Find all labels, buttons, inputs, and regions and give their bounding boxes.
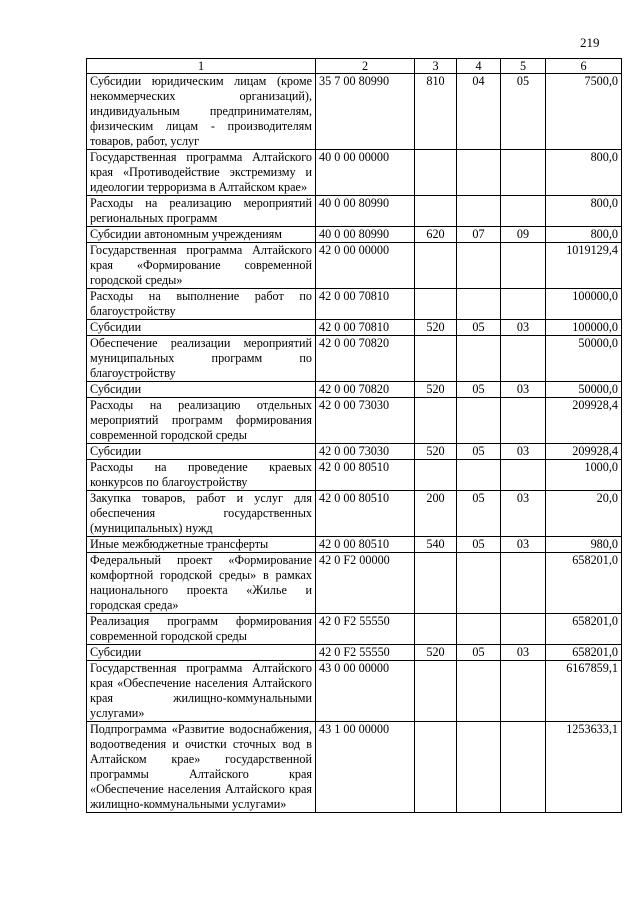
row-code-cell: 42 0 00 70820 bbox=[316, 382, 415, 398]
row-vr-cell: 620 bbox=[415, 227, 457, 243]
row-pr-cell: 03 bbox=[501, 382, 546, 398]
row-sum-cell: 658201,0 bbox=[546, 553, 622, 614]
row-vr-cell: 200 bbox=[415, 491, 457, 537]
row-name-cell: Субсидии bbox=[87, 320, 316, 336]
row-name-cell: Федеральный проект «Формирование комфортной городской среды» в рамках национального проекта «Жилье и городская среда» bbox=[87, 553, 316, 614]
row-pr-cell bbox=[501, 614, 546, 645]
row-rz-cell: 05 bbox=[457, 382, 501, 398]
row-sum-cell: 1019129,4 bbox=[546, 243, 622, 289]
row-code-cell: 42 0 00 73030 bbox=[316, 398, 415, 444]
row-rz-cell: 04 bbox=[457, 74, 501, 150]
row-name-cell: Расходы на выполнение работ по благоустройству bbox=[87, 289, 316, 320]
table-row bbox=[87, 645, 622, 661]
row-code-cell: 40 0 00 80990 bbox=[316, 227, 415, 243]
row-rz-cell: 05 bbox=[457, 645, 501, 661]
row-name-cell: Субсидии юридическим лицам (кроме некоммерческих организаций), индивидуальным предпринимателям, физическим лицам - производителям товаров, работ, услуг bbox=[87, 74, 316, 150]
row-pr-cell bbox=[501, 336, 546, 382]
row-name-cell: Субсидии bbox=[87, 382, 316, 398]
table-row bbox=[87, 444, 622, 460]
row-name-cell: Субсидии bbox=[87, 645, 316, 661]
row-vr-cell bbox=[415, 243, 457, 289]
row-sum-cell: 50000,0 bbox=[546, 382, 622, 398]
row-name-cell: Государственная программа Алтайского края «Обеспечение населения Алтайского края жилищно-коммунальными услугами» bbox=[87, 661, 316, 722]
table-row bbox=[87, 336, 622, 382]
table-row bbox=[87, 289, 622, 320]
page-number: 219 bbox=[580, 35, 600, 50]
row-pr-cell: 03 bbox=[501, 320, 546, 336]
row-name-cell: Закупка товаров, работ и услуг для обеспечения государственных (муниципальных) нужд bbox=[87, 491, 316, 537]
table-row bbox=[87, 491, 622, 537]
row-code-cell: 43 1 00 00000 bbox=[316, 722, 415, 813]
table-header bbox=[87, 59, 622, 74]
column-header-6: 6 bbox=[546, 59, 622, 74]
row-pr-cell bbox=[501, 722, 546, 813]
row-rz-cell bbox=[457, 243, 501, 289]
row-pr-cell bbox=[501, 243, 546, 289]
table-row bbox=[87, 382, 622, 398]
table-row bbox=[87, 196, 622, 227]
row-name-cell: Субсидии автономным учреждениям bbox=[87, 227, 316, 243]
row-pr-cell: 03 bbox=[501, 537, 546, 553]
row-vr-cell bbox=[415, 196, 457, 227]
row-pr-cell: 03 bbox=[501, 491, 546, 537]
row-sum-cell: 800,0 bbox=[546, 227, 622, 243]
row-sum-cell: 6167859,1 bbox=[546, 661, 622, 722]
row-rz-cell bbox=[457, 460, 501, 491]
row-sum-cell: 658201,0 bbox=[546, 614, 622, 645]
row-vr-cell bbox=[415, 398, 457, 444]
table-row bbox=[87, 661, 622, 722]
row-pr-cell: 09 bbox=[501, 227, 546, 243]
row-sum-cell: 800,0 bbox=[546, 196, 622, 227]
table-row bbox=[87, 150, 622, 196]
row-vr-cell bbox=[415, 336, 457, 382]
row-code-cell: 42 0 F2 55550 bbox=[316, 645, 415, 661]
row-rz-cell: 05 bbox=[457, 320, 501, 336]
row-vr-cell bbox=[415, 614, 457, 645]
row-rz-cell: 05 bbox=[457, 537, 501, 553]
row-sum-cell: 980,0 bbox=[546, 537, 622, 553]
table-row bbox=[87, 553, 622, 614]
row-code-cell: 42 0 00 00000 bbox=[316, 243, 415, 289]
row-name-cell: Подпрограмма «Развитие водоснабжения, водоотведения и очистки сточных вод в Алтайском крае» государственной программы Алтайского края «Обеспечение населения Алтайского края жилищно-коммунальными услугами» bbox=[87, 722, 316, 813]
row-pr-cell bbox=[501, 553, 546, 614]
row-rz-cell bbox=[457, 553, 501, 614]
row-code-cell: 42 0 00 70820 bbox=[316, 336, 415, 382]
row-pr-cell bbox=[501, 398, 546, 444]
row-rz-cell: 07 bbox=[457, 227, 501, 243]
row-code-cell: 42 0 00 80510 bbox=[316, 491, 415, 537]
header-row bbox=[87, 59, 622, 74]
row-sum-cell: 658201,0 bbox=[546, 645, 622, 661]
row-vr-cell: 520 bbox=[415, 382, 457, 398]
column-header-5: 5 bbox=[501, 59, 546, 74]
row-sum-cell: 100000,0 bbox=[546, 289, 622, 320]
row-sum-cell: 7500,0 bbox=[546, 74, 622, 150]
row-name-cell: Государственная программа Алтайского края «Формирование современной городской среды» bbox=[87, 243, 316, 289]
row-rz-cell bbox=[457, 150, 501, 196]
row-name-cell: Обеспечение реализации мероприятий муниципальных программ по благоустройству bbox=[87, 336, 316, 382]
row-vr-cell bbox=[415, 289, 457, 320]
row-pr-cell bbox=[501, 196, 546, 227]
table-row bbox=[87, 537, 622, 553]
column-header-3: 3 bbox=[415, 59, 457, 74]
row-rz-cell bbox=[457, 722, 501, 813]
row-sum-cell: 20,0 bbox=[546, 491, 622, 537]
column-header-1: 1 bbox=[87, 59, 316, 74]
row-pr-cell: 03 bbox=[501, 645, 546, 661]
row-pr-cell: 05 bbox=[501, 74, 546, 150]
row-rz-cell bbox=[457, 196, 501, 227]
row-vr-cell bbox=[415, 661, 457, 722]
row-code-cell: 42 0 F2 55550 bbox=[316, 614, 415, 645]
table-row bbox=[87, 243, 622, 289]
row-sum-cell: 1253633,1 bbox=[546, 722, 622, 813]
row-pr-cell bbox=[501, 661, 546, 722]
row-vr-cell bbox=[415, 553, 457, 614]
row-pr-cell bbox=[501, 150, 546, 196]
row-pr-cell bbox=[501, 460, 546, 491]
table-row bbox=[87, 74, 622, 150]
row-code-cell: 42 0 00 70810 bbox=[316, 289, 415, 320]
row-code-cell: 35 7 00 80990 bbox=[316, 74, 415, 150]
column-header-2: 2 bbox=[316, 59, 415, 74]
row-name-cell: Расходы на реализацию мероприятий региональных программ bbox=[87, 196, 316, 227]
table-row bbox=[87, 320, 622, 336]
table-row bbox=[87, 398, 622, 444]
row-code-cell: 42 0 F2 00000 bbox=[316, 553, 415, 614]
row-rz-cell: 05 bbox=[457, 444, 501, 460]
row-pr-cell bbox=[501, 289, 546, 320]
budget-table bbox=[86, 58, 622, 813]
table-body bbox=[87, 74, 622, 813]
row-code-cell: 42 0 00 70810 bbox=[316, 320, 415, 336]
row-sum-cell: 50000,0 bbox=[546, 336, 622, 382]
column-header-4: 4 bbox=[457, 59, 501, 74]
row-vr-cell bbox=[415, 460, 457, 491]
row-name-cell: Иные межбюджетные трансферты bbox=[87, 537, 316, 553]
row-rz-cell bbox=[457, 336, 501, 382]
row-vr-cell bbox=[415, 722, 457, 813]
row-rz-cell bbox=[457, 661, 501, 722]
row-name-cell: Субсидии bbox=[87, 444, 316, 460]
row-rz-cell bbox=[457, 614, 501, 645]
row-name-cell: Расходы на реализацию отдельных мероприятий программ формирования современной городской среды bbox=[87, 398, 316, 444]
row-code-cell: 43 0 00 00000 bbox=[316, 661, 415, 722]
table-row bbox=[87, 460, 622, 491]
table-row bbox=[87, 227, 622, 243]
row-code-cell: 42 0 00 80510 bbox=[316, 537, 415, 553]
row-sum-cell: 800,0 bbox=[546, 150, 622, 196]
row-vr-cell: 540 bbox=[415, 537, 457, 553]
row-code-cell: 42 0 00 80510 bbox=[316, 460, 415, 491]
row-rz-cell bbox=[457, 289, 501, 320]
row-code-cell: 40 0 00 80990 bbox=[316, 196, 415, 227]
row-sum-cell: 1000,0 bbox=[546, 460, 622, 491]
row-name-cell: Расходы на проведение краевых конкурсов по благоустройству bbox=[87, 460, 316, 491]
row-vr-cell bbox=[415, 150, 457, 196]
row-pr-cell: 03 bbox=[501, 444, 546, 460]
row-code-cell: 42 0 00 73030 bbox=[316, 444, 415, 460]
row-rz-cell: 05 bbox=[457, 491, 501, 537]
row-vr-cell: 810 bbox=[415, 74, 457, 150]
table-row bbox=[87, 722, 622, 813]
row-name-cell: Реализация программ формирования современной городской среды bbox=[87, 614, 316, 645]
row-vr-cell: 520 bbox=[415, 320, 457, 336]
row-sum-cell: 100000,0 bbox=[546, 320, 622, 336]
row-vr-cell: 520 bbox=[415, 444, 457, 460]
row-code-cell: 40 0 00 00000 bbox=[316, 150, 415, 196]
row-name-cell: Государственная программа Алтайского края «Противодействие экстремизму и идеологии терроризма в Алтайском крае» bbox=[87, 150, 316, 196]
row-rz-cell bbox=[457, 398, 501, 444]
table-row bbox=[87, 614, 622, 645]
row-sum-cell: 209928,4 bbox=[546, 444, 622, 460]
row-sum-cell: 209928,4 bbox=[546, 398, 622, 444]
row-vr-cell: 520 bbox=[415, 645, 457, 661]
